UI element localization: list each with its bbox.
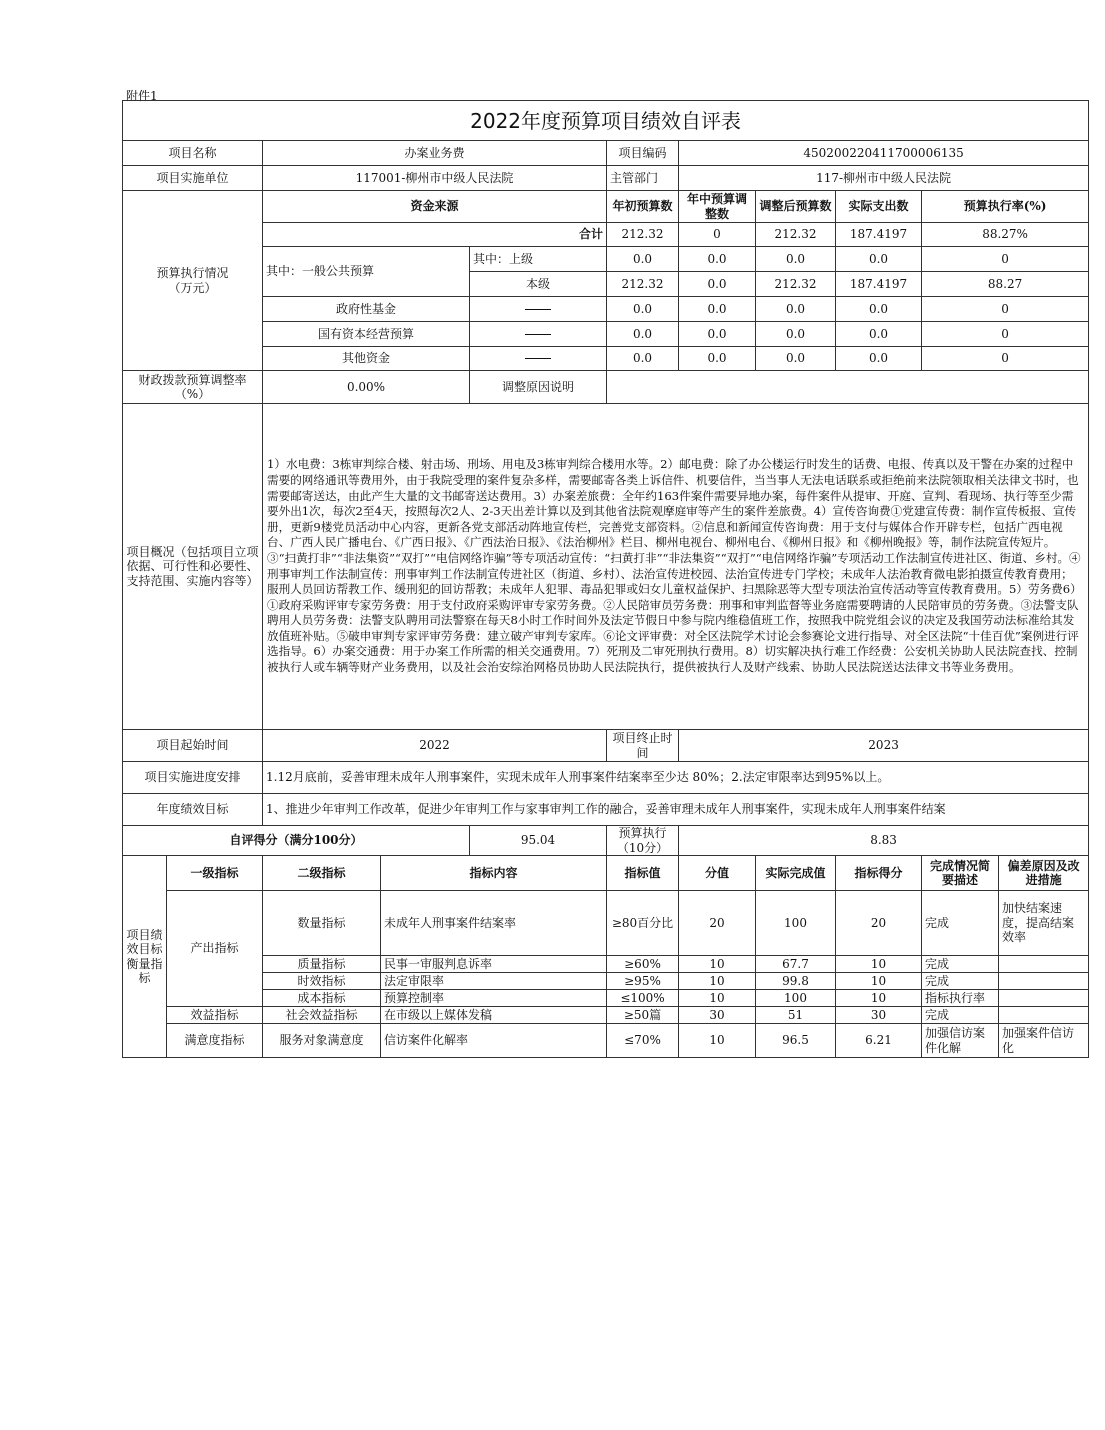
ind-value: ≥50篇 [607, 1007, 679, 1024]
ind-weight: 20 [679, 891, 756, 956]
ind-weight: 10 [679, 990, 756, 1007]
local-actual: 187.4197 [836, 272, 922, 297]
goal-text: 1、推进少年审判工作改革，促进少年审判工作与家事审判工作的融合，妥善审理未成年人刑事案件，实现未成年人刑事案件结案 [263, 794, 1089, 826]
ind-value: ≥95% [607, 973, 679, 990]
upper-rate: 0 [922, 247, 1089, 272]
ind-header-reason: 偏差原因及改进措施 [999, 856, 1089, 891]
self-score-value: 95.04 [470, 826, 607, 856]
upper-label: 其中：上级 [470, 247, 607, 272]
gov-fund-rate: 0 [922, 297, 1089, 322]
ind-desc: 完成 [922, 1007, 999, 1024]
satisfaction-indicator-label: 满意度指标 [167, 1024, 263, 1058]
ind-reason [999, 1007, 1089, 1024]
total-label: 合计 [263, 223, 607, 247]
gov-fund-actual: 0.0 [836, 297, 922, 322]
exec-score-label: 预算执行（10分） [607, 826, 679, 856]
ind-level2: 成本指标 [263, 990, 381, 1007]
other-fund-adjust: 0.0 [679, 347, 756, 371]
ind-content: 民事一审服判息诉率 [381, 956, 607, 973]
annex-label: 附件1 [126, 89, 158, 103]
other-fund-rate: 0 [922, 347, 1089, 371]
upper-adjust: 0.0 [679, 247, 756, 272]
adjust-rate-value: 0.00% [263, 371, 470, 404]
ind-score: 10 [836, 973, 922, 990]
state-capital-initial: 0.0 [607, 322, 679, 347]
ind-reason [999, 990, 1089, 1007]
state-capital-adjusted: 0.0 [756, 322, 836, 347]
ind-content: 信访案件化解率 [381, 1024, 607, 1058]
indicator-side-label: 项目绩效目标衡量指标 [123, 856, 167, 1058]
local-label: 本级 [470, 272, 607, 297]
ind-actual: 99.8 [756, 973, 836, 990]
ind-actual: 100 [756, 891, 836, 956]
header-adjusted: 调整后预算数 [756, 191, 836, 223]
general-budget-label: 其中：一般公共预算 [263, 247, 470, 297]
project-code: 450200220411700006135 [679, 141, 1089, 166]
ind-header-score: 指标得分 [836, 856, 922, 891]
local-rate: 88.27 [922, 272, 1089, 297]
ind-level2: 质量指标 [263, 956, 381, 973]
upper-initial: 0.0 [607, 247, 679, 272]
end-label: 项目终止时间 [607, 730, 679, 762]
benefit-indicator-label: 效益指标 [167, 1007, 263, 1024]
goal-label: 年度绩效目标 [123, 794, 263, 826]
ind-value: ≥80百分比 [607, 891, 679, 956]
start-label: 项目起始时间 [123, 730, 263, 762]
ind-actual: 100 [756, 990, 836, 1007]
dept-label: 主管部门 [607, 166, 679, 191]
unit-label: 项目实施单位 [123, 166, 263, 191]
project-name: 办案业务费 [263, 141, 607, 166]
budget-section-label: 预算执行情况 （万元） [123, 191, 263, 371]
ind-header-level2: 二级指标 [263, 856, 381, 891]
overview-text: 1）水电费：3栋审判综合楼、射击场、刑场、用电及3栋审判综合楼用水等。2）邮电费：除了办公楼运行时发生的话费、电报、传真以及干警在办案的过程中需要的网络通讯等费用外，由于我院受理的案件复杂多样，需要邮寄各类上诉信件、机要信件，当当事人无法电话联系或拒绝前来法院领取相关法律文书时，也需要邮寄送达，由此产生大量的文书邮寄送达费用。3）办案差旅费：全年约163件案件需要异地办案，每件案件从提审、开庭、宣判、看现场、执行等至少需要外出1次，每次2至4天，按照每次2人、2-3天出差计算以及到其他省法院观摩庭审等产生的案件差旅费。4）宣传咨询费①党建宣传费：制作宣传板报、宣传册，更新9楼党员活动中心内容，更新各党支部活动阵地宣传栏，完善党支部资料。②信息和新闻宣传咨询费：用于支付与媒体合作开辟专栏，包括广西电视台、广西人民广播电台、《广西日报》、《广西法治日报》、《法治柳州》栏目、柳州电视台、柳州电台、《柳州日报》和《柳州晚报》等，制作法院宣传短片。③“扫黄打非”“非法集资”“双打”“电信网络诈骗”等专项活动宣传：“扫黄打非”“非法集资”“双打”“电信网络诈骗”专项活动工作法制宣传进社区、街道、乡村。④刑事审判工作法制宣传：刑事审判工作法制宣传进社区（街道、乡村）、法治宣传进校园、法治宣传进专门学校；未成年人法治教育微电影拍摄宣传教育费用；服刑人员回访帮教工作、缓刑犯的回访帮教；未成年人犯罪、毒品犯罪或妇女儿童权益保护、扫黑除恶等大型专项法治宣传活动等宣传教育费用。5）劳务费6）①政府采购评审专家劳务费：用于支付政府采购评审专家劳务费。②人民陪审员劳务费：刑事和审判监督等业务庭需要聘请的人民陪审员的劳务费。③法警支队聘用人员劳务费：法警支队聘用司法警察在每天8小时工作时间外及法定节假日中参与院内维稳值班工作，按照我中院党组会议的决定及我国劳动法标准给其发放值班补贴。⑤破申审判专家评审劳务费：建立破产审判专家库。⑥论文评审费：对全区法院学术讨论会参赛论文进行指导、对全区法院“十佳百优”案例进行评选指导。6）办案交通费：用于办案工作所需的相关交通费用。7）死刑及二审死刑执行费用。8）切实解决执行难工作经费：公安机关协助人民法院查找、控制被执行人或车辆等财产业务费用，以及社会治安综治网格员协助人民法院执行，提供被执行人及财产线索、协助人民法院送达法律文书等业务费用。 [263, 404, 1089, 730]
progress-text: 1.12月底前，妥善审理未成年人刑事案件，实现未成年人刑事案件结案率至少达 80%；2.法定审限率达到95%以上。 [263, 762, 1089, 794]
ind-actual: 67.7 [756, 956, 836, 973]
gov-fund-initial: 0.0 [607, 297, 679, 322]
adjust-rate-label: 财政拨款预算调整率（%） [123, 371, 263, 404]
progress-label: 项目实施进度安排 [123, 762, 263, 794]
ind-weight: 10 [679, 956, 756, 973]
state-capital-adjust: 0.0 [679, 322, 756, 347]
ind-header-content: 指标内容 [381, 856, 607, 891]
local-adjust: 0.0 [679, 272, 756, 297]
gov-fund-adjust: 0.0 [679, 297, 756, 322]
other-fund-label: 其他资金 [263, 347, 470, 371]
other-fund-dash [470, 347, 607, 371]
other-fund-actual: 0.0 [836, 347, 922, 371]
header-source: 资金来源 [263, 191, 607, 223]
ind-desc: 完成 [922, 891, 999, 956]
ind-reason [999, 956, 1089, 973]
ind-reason [999, 973, 1089, 990]
upper-adjusted: 0.0 [756, 247, 836, 272]
ind-level2: 社会效益指标 [263, 1007, 381, 1024]
gov-fund-label: 政府性基金 [263, 297, 470, 322]
state-capital-actual: 0.0 [836, 322, 922, 347]
other-fund-initial: 0.0 [607, 347, 679, 371]
ind-weight: 10 [679, 973, 756, 990]
local-initial: 212.32 [607, 272, 679, 297]
overview-label: 项目概况（包括项目立项依据、可行性和必要性、支持范围、实施内容等） [123, 404, 263, 730]
ind-score: 10 [836, 990, 922, 1007]
upper-actual: 0.0 [836, 247, 922, 272]
ind-desc: 指标执行率 [922, 990, 999, 1007]
ind-level2: 时效指标 [263, 973, 381, 990]
ind-content: 在市级以上媒体发稿 [381, 1007, 607, 1024]
ind-desc: 加强信访案件化解 [922, 1024, 999, 1058]
ind-actual: 96.5 [756, 1024, 836, 1058]
ind-content: 未成年人刑事案件结案率 [381, 891, 607, 956]
other-fund-adjusted: 0.0 [756, 347, 836, 371]
state-capital-rate: 0 [922, 322, 1089, 347]
ind-desc: 完成 [922, 973, 999, 990]
project-name-label: 项目名称 [123, 141, 263, 166]
header-initial: 年初预算数 [607, 191, 679, 223]
header-rate: 预算执行率(%) [922, 191, 1089, 223]
ind-content: 预算控制率 [381, 990, 607, 1007]
form-title: 2022年度预算项目绩效自评表 [123, 101, 1089, 141]
project-code-label: 项目编码 [607, 141, 679, 166]
header-adjust: 年中预算调整数 [679, 191, 756, 223]
adjust-reason-label: 调整原因说明 [470, 371, 607, 404]
unit-value: 117001-柳州市中级人民法院 [263, 166, 607, 191]
self-score-label: 自评得分（满分100分） [123, 826, 470, 856]
state-capital-dash [470, 322, 607, 347]
dept-value: 117-柳州市中级人民法院 [679, 166, 1089, 191]
ind-weight: 30 [679, 1007, 756, 1024]
gov-fund-dash [470, 297, 607, 322]
ind-actual: 51 [756, 1007, 836, 1024]
total-adjusted: 212.32 [756, 223, 836, 247]
gov-fund-adjusted: 0.0 [756, 297, 836, 322]
total-rate: 88.27% [922, 223, 1089, 247]
ind-level2: 数量指标 [263, 891, 381, 956]
start-value: 2022 [263, 730, 607, 762]
ind-score: 20 [836, 891, 922, 956]
ind-reason: 加快结案速度，提高结案效率 [999, 891, 1089, 956]
ind-header-desc: 完成情况简要描述 [922, 856, 999, 891]
header-actual: 实际支出数 [836, 191, 922, 223]
ind-content: 法定审限率 [381, 973, 607, 990]
performance-evaluation-table [122, 100, 1089, 1058]
ind-header-weight: 分值 [679, 856, 756, 891]
ind-header-value: 指标值 [607, 856, 679, 891]
output-indicator-label: 产出指标 [167, 891, 263, 1007]
ind-weight: 10 [679, 1024, 756, 1058]
local-adjusted: 212.32 [756, 272, 836, 297]
ind-header-actual: 实际完成值 [756, 856, 836, 891]
state-capital-label: 国有资本经营预算 [263, 322, 470, 347]
ind-score: 10 [836, 956, 922, 973]
exec-score-value: 8.83 [679, 826, 1089, 856]
ind-value: ≤100% [607, 990, 679, 1007]
ind-score: 30 [836, 1007, 922, 1024]
ind-header-level1: 一级指标 [167, 856, 263, 891]
total-actual: 187.4197 [836, 223, 922, 247]
ind-reason: 加强案件信访化 [999, 1024, 1089, 1058]
total-adjust: 0 [679, 223, 756, 247]
ind-value: ≥60% [607, 956, 679, 973]
ind-score: 6.21 [836, 1024, 922, 1058]
ind-desc: 完成 [922, 956, 999, 973]
end-value: 2023 [679, 730, 1089, 762]
ind-level2: 服务对象满意度 [263, 1024, 381, 1058]
adjust-reason-value [607, 371, 1089, 404]
total-initial: 212.32 [607, 223, 679, 247]
ind-value: ≤70% [607, 1024, 679, 1058]
